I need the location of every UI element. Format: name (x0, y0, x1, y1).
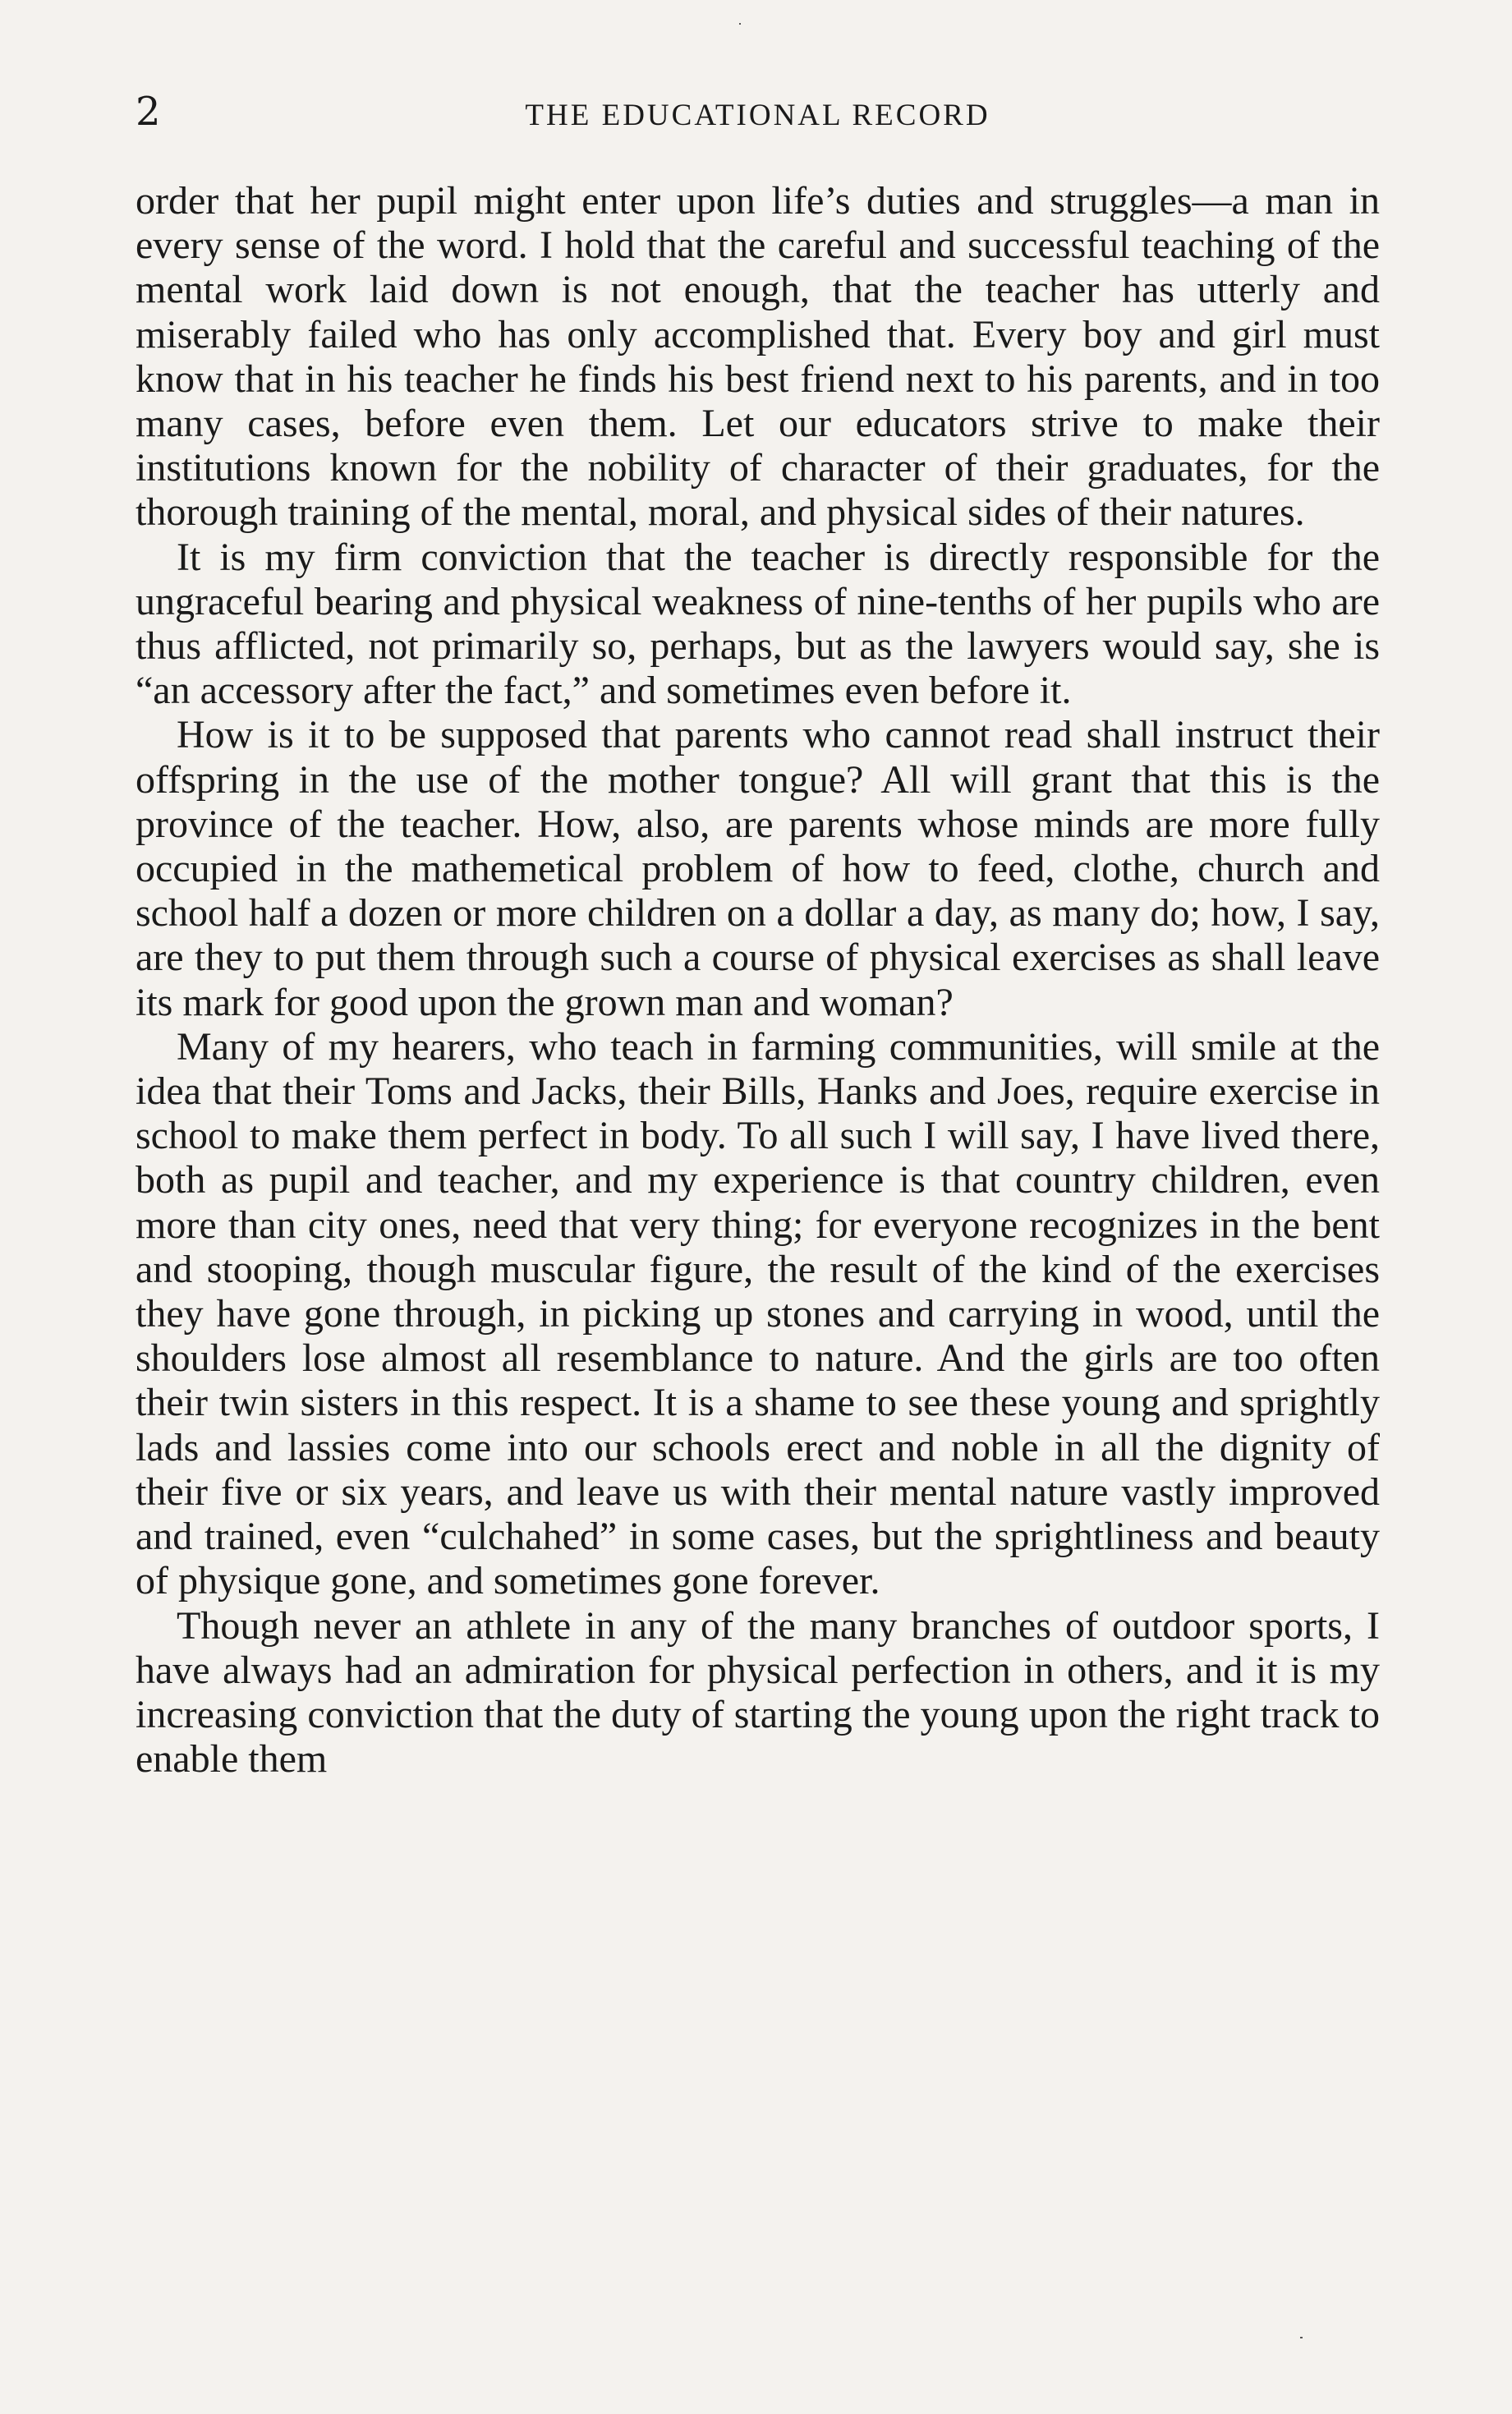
page-number: 2 (136, 89, 162, 135)
paragraph-1: order that her pupil might enter upon life’s duties and struggles—a man in every sense of the word. I hold that the careful and successful teaching of the mental work laid down is not enough, that the teacher has utterly and miserably failed who has only accomplished that. Every boy and girl must know that in his teacher he finds his best friend next to his parents, and in too many cases, before even them. Let our educators strive to make their institutions known for the nobility of character of their graduates, for the thorough training of the mental, moral, and physical sides of their natures. (136, 179, 1380, 535)
print-speck-top (739, 23, 741, 25)
paragraph-4: Many of my hearers, who teach in farming communities, will smile at the idea that their Toms and Jacks, their Bills, Hanks and Joes, require exercise in school to make them perfect in body. To all such I will say, I have lived there, both as pupil and teacher, and my experience is that country children, even more than city ones, need that very thing; for everyone recognizes in the bent and stooping, though muscular figure, the result of the kind of the exercises they have gone through, in picking up stones and carrying in wood, until the shoulders lose almost all resemblance to nature. And the girls are too often their twin sisters in this respect. It is a shame to see these young and sprightly lads and lassies come into our schools erect and noble in all the dignity of their five or six years, and leave us with their mental nature vastly improved and trained, even “culchahed” in some cases, but the sprightliness and beauty of physique gone, and sometimes gone forever. (136, 1024, 1380, 1603)
body-text (136, 179, 1380, 1782)
running-head: THE EDUCATIONAL RECORD (525, 99, 990, 132)
print-speck-bottom (1300, 2337, 1303, 2338)
paragraph-2: It is my firm conviction that the teacher is directly responsible for the ungraceful bearing and physical weakness of nine-tenths of her pupils who are thus afflicted, not primarily so, perhaps, but as the lawyers would say, she is “an accessory after the fact,” and sometimes even before it. (136, 535, 1380, 713)
paragraph-3: How is it to be supposed that parents who cannot read shall instruct their offspring in the use of the mother tongue? All will grant that this is the province of the teacher. How, also, are parents whose minds are more fully occupied in the mathemetical problem of how to feed, clothe, church and school half a dozen or more children on a dollar a day, as many do; how, I say, are they to put them through such a course of physical exercises as shall leave its mark for good upon the grown man and woman? (136, 713, 1380, 1024)
paragraph-5: Though never an athlete in any of the many branches of outdoor sports, I have always had an admiration for physical perfection in others, and it is my increasing conviction that the duty of starting the young upon the right track to enable them (136, 1603, 1380, 1782)
page-header (136, 89, 1380, 146)
